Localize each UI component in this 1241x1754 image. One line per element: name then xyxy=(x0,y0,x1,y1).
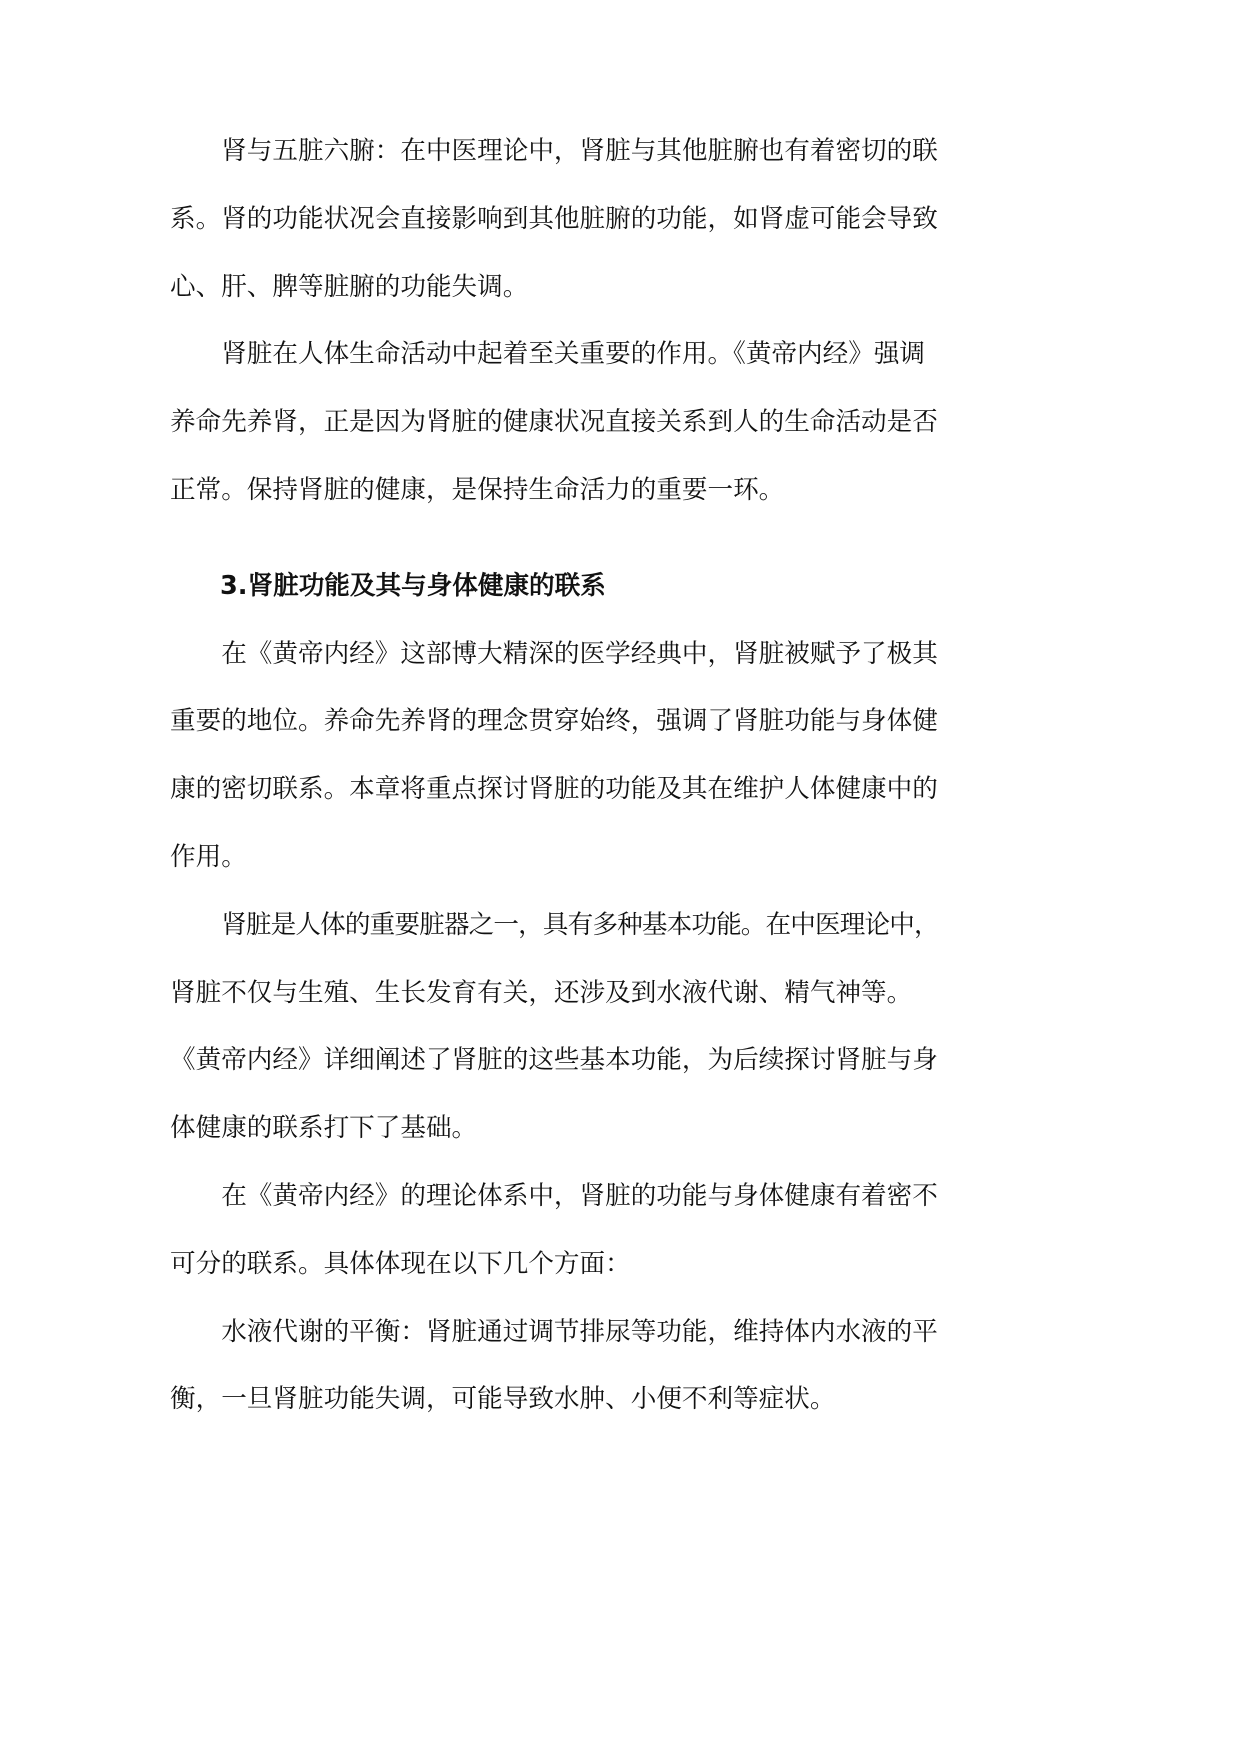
paragraph-line: 在《黄帝内经》这部博大精深的医学经典中，肾脏被赋予了极其 xyxy=(221,638,938,669)
text-body xyxy=(170,118,940,1434)
paragraph-line: 肾脏在人体生命活动中起着至关重要的作用。《黄帝内经》强调 xyxy=(221,339,926,370)
paragraph-line: 肾脏不仅与生殖、生长发育有关，还涉及到水液代谢、精气神等。 xyxy=(170,977,913,1008)
paragraph-line: 作用。 xyxy=(170,841,247,872)
paragraph xyxy=(170,621,940,892)
paragraph-line: 养命先养肾，正是因为肾脏的健康状况直接关系到人的生命活动是否 xyxy=(170,407,938,438)
paragraph-line: 可分的联系。具体体现在以下几个方面： xyxy=(170,1248,631,1279)
paragraph-line: 正常。保持肾脏的健康，是保持生命活力的重要一环。 xyxy=(170,474,785,505)
paragraph-line: 在《黄帝内经》的理论体系中，肾脏的功能与身体健康有着密不 xyxy=(221,1180,938,1211)
paragraph-line: 肾脏是人体的重要脏器之一，具有多种基本功能。在中医理论中， xyxy=(221,909,939,940)
paragraph xyxy=(170,892,940,1163)
paragraph-line: 系。肾的功能状况会直接影响到其他脏腑的功能，如肾虚可能会导致 xyxy=(170,203,938,234)
paragraph-line: 康的密切联系。本章将重点探讨肾脏的功能及其在维护人体健康中的 xyxy=(170,774,938,805)
paragraph-line: 肾与五脏六腑：在中医理论中，肾脏与其他脏腑也有着密切的联 xyxy=(221,136,938,166)
paragraph xyxy=(170,118,940,321)
paragraph-line: 体健康的联系打下了基础。 xyxy=(170,1113,478,1144)
paragraph xyxy=(170,1299,940,1435)
paragraph xyxy=(170,321,940,524)
paragraph-line: 水液代谢的平衡：肾脏通过调节排尿等功能，维持体内水液的平 xyxy=(221,1316,938,1347)
paragraph-line: 心、肝、脾等脏腑的功能失调。 xyxy=(170,271,529,302)
section-heading: 3.肾脏功能及其与身体健康的联系 xyxy=(220,570,606,601)
paragraph-line: 《黄帝内经》详细阐述了肾脏的这些基本功能，为后续探讨肾脏与身 xyxy=(170,1045,938,1076)
paragraph-line: 重要的地位。养命先养肾的理念贯穿始终，强调了肾脏功能与身体健 xyxy=(170,706,938,737)
paragraph-line: 衡，一旦肾脏功能失调，可能导致水肿、小便不利等症状。 xyxy=(170,1384,836,1415)
paragraph xyxy=(170,1163,940,1299)
